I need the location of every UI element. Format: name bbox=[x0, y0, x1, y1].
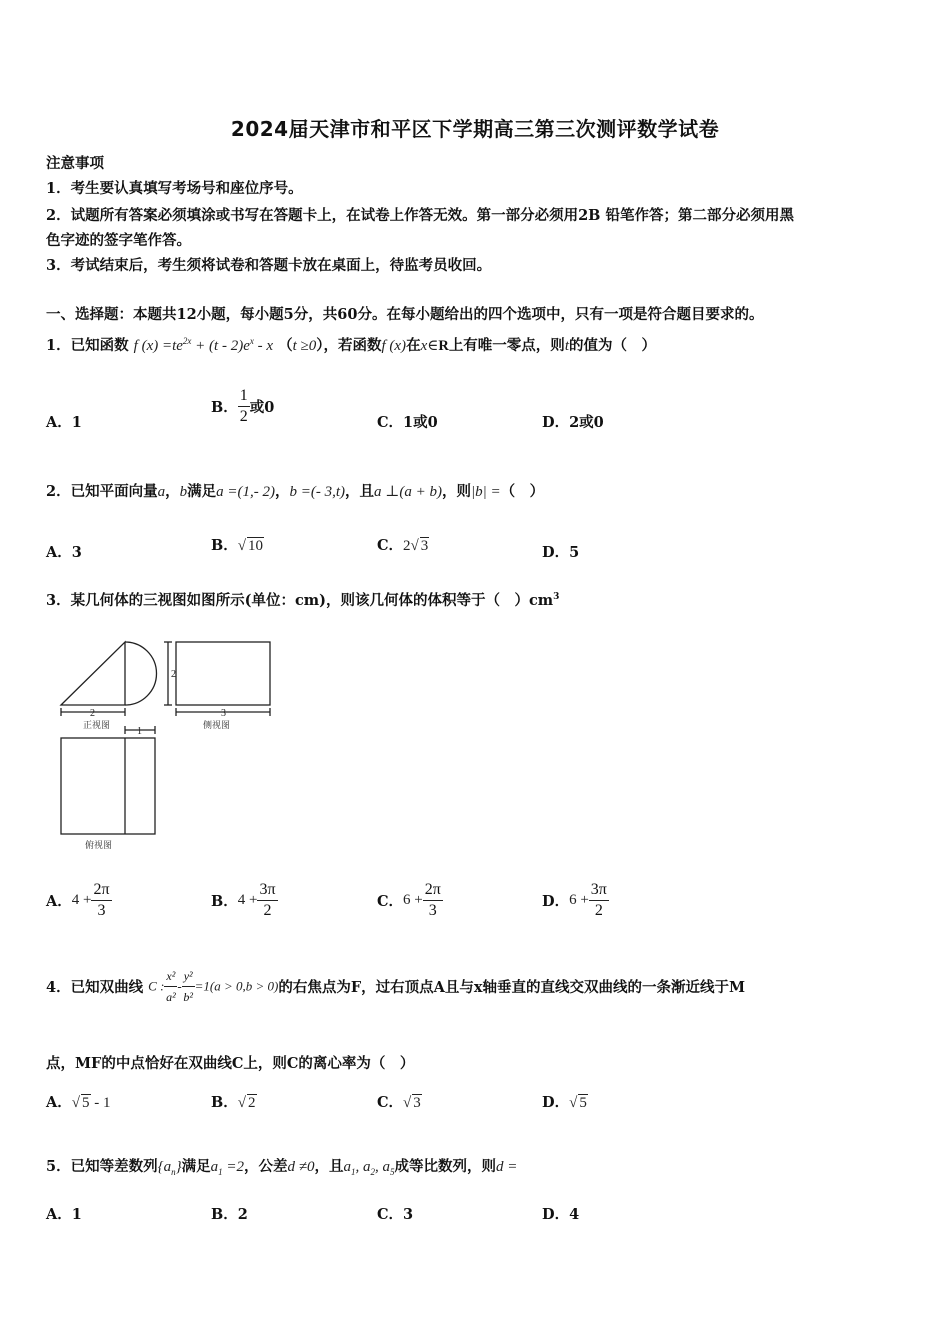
dim-label-top-width: 1 bbox=[137, 726, 142, 737]
q1-function: f $(x) =te^{2x} + (t - 2)e^x - x$ bbox=[133, 336, 274, 354]
top-view-rect bbox=[61, 738, 155, 834]
front-view-label: 正视图 bbox=[83, 721, 111, 731]
q2-vector-a: a =(1,- 2) bbox=[216, 484, 275, 500]
question-1: 1．已知函数 f $(x) =te^{2x} + (t - 2)e^x - x$ （t ≥0），若函数f (x)在x∈R上有唯一零点，则t的值为（ ） bbox=[46, 336, 656, 354]
q1-option-c[interactable]: C．1或0 bbox=[377, 414, 438, 431]
dim-label-height: 2 bbox=[171, 669, 176, 680]
q4-option-c[interactable]: C．√ 3 bbox=[377, 1094, 421, 1111]
notice-item-3: 3．考试结束后，考生须将试卷和答题卡放在桌面上，待监考员收回。 bbox=[46, 257, 492, 274]
notice-item-1: 1．考生要认真填写考场号和座位序号。 bbox=[46, 180, 303, 197]
q3-option-a[interactable]: A．4 + $\frac{2\pi}{3}$ bbox=[46, 881, 110, 919]
notice-item-2-cont: 色字迹的签字笔作答。 bbox=[46, 232, 191, 249]
q3-option-c[interactable]: C．6 + $\frac{2\pi}{3}$ bbox=[377, 881, 441, 919]
q5-sequence: $\{a_n\}$ bbox=[157, 1159, 182, 1177]
q2-option-d[interactable]: D．5 bbox=[542, 544, 580, 561]
q2-option-c[interactable]: C．2√ 3 bbox=[377, 537, 429, 554]
question-4-cont: 点，MF的中点恰好在双曲线C上，则C的离心率为（ ） bbox=[46, 1055, 415, 1072]
dim-label-side-width: 3 bbox=[221, 708, 226, 719]
question-5: 5．已知等差数列$\{a_n\}$满足$a_1 =2$，公差d ≠0，且$a_1$, $a_2$, $a_5$成等比数列，则d = bbox=[46, 1158, 518, 1177]
top-view-label: 俯视图 bbox=[85, 841, 113, 851]
question-2: 2．已知平面向量a，b满足a =(1,- 2)，b =(- 3,t)，且a ⊥(a + b)，则|b| =（ ） bbox=[46, 483, 545, 500]
q4-option-d[interactable]: D．√ 5 bbox=[542, 1094, 587, 1111]
question-3: 3．某几何体的三视图如图所示(单位：cm)，则该几何体的体积等于（ ）$cm^3$ bbox=[46, 592, 560, 609]
q1-text-1: 1．已知函数 bbox=[46, 337, 129, 354]
section-heading: 一、选择题：本题共12小题，每小题5分，共60分。在每小题给出的四个选项中，只有一项是符合题目要求的。 bbox=[46, 306, 764, 323]
q5-option-b[interactable]: B．2 bbox=[211, 1206, 248, 1223]
q5-terms: $a_1$, $a_2$, $a_5$ bbox=[343, 1159, 395, 1177]
q4-option-a[interactable]: A．√ 5 - 1 bbox=[46, 1094, 111, 1111]
q1-condition: t ≥0 bbox=[292, 338, 317, 354]
q5-option-c[interactable]: C．3 bbox=[377, 1206, 414, 1223]
q3-option-d[interactable]: D．6 + $\frac{3\pi}{2}$ bbox=[542, 881, 607, 919]
q1-option-d[interactable]: D．2或0 bbox=[542, 414, 604, 431]
q2-perpendicular: a ⊥(a + b) bbox=[373, 484, 442, 500]
front-view-triangle bbox=[61, 642, 125, 705]
q2-option-a[interactable]: A．3 bbox=[46, 544, 82, 561]
side-view-rect bbox=[176, 642, 270, 705]
q5-option-a[interactable]: A．1 bbox=[46, 1206, 82, 1223]
question-4: 4．已知双曲线 C : $\frac{\text{x²}}{\text{a²}}$ - $\frac{\text{y²}}{\text{b²}}$ =1(a > 0,b > 0)的右焦点为F，过右顶点A且与x轴垂直的直线交双曲线的一条渐近线于M bbox=[46, 966, 745, 1007]
q5-option-d[interactable]: D．4 bbox=[542, 1206, 580, 1223]
three-view-figure bbox=[55, 636, 285, 856]
q4-option-b[interactable]: B．√ 2 bbox=[211, 1094, 256, 1111]
q2-vector-b: b =(- 3,t) bbox=[289, 484, 345, 500]
page-title: 2024届天津市和平区下学期高三第三次测评数学试卷 bbox=[230, 117, 720, 141]
q1-option-b[interactable]: B． $\frac{1}{2}$ 或0 bbox=[211, 387, 275, 425]
notice-item-2: 2．试题所有答案必须填涂或书写在答题卡上，在试卷上作答无效。第一部分必须用2B 铅笔作答；第二部分必须用黑 bbox=[46, 207, 794, 224]
front-view-semicircle bbox=[125, 642, 157, 705]
q2-option-b[interactable]: B．√ 10 bbox=[211, 537, 263, 554]
notice-heading: 注意事项 bbox=[46, 155, 104, 172]
side-view-label: 侧视图 bbox=[203, 721, 231, 731]
dim-label-front-width: 2 bbox=[90, 708, 95, 719]
q3-option-b[interactable]: B．4 + $\frac{3\pi}{2}$ bbox=[211, 881, 276, 919]
q1-option-a[interactable]: A．1 bbox=[46, 414, 82, 431]
